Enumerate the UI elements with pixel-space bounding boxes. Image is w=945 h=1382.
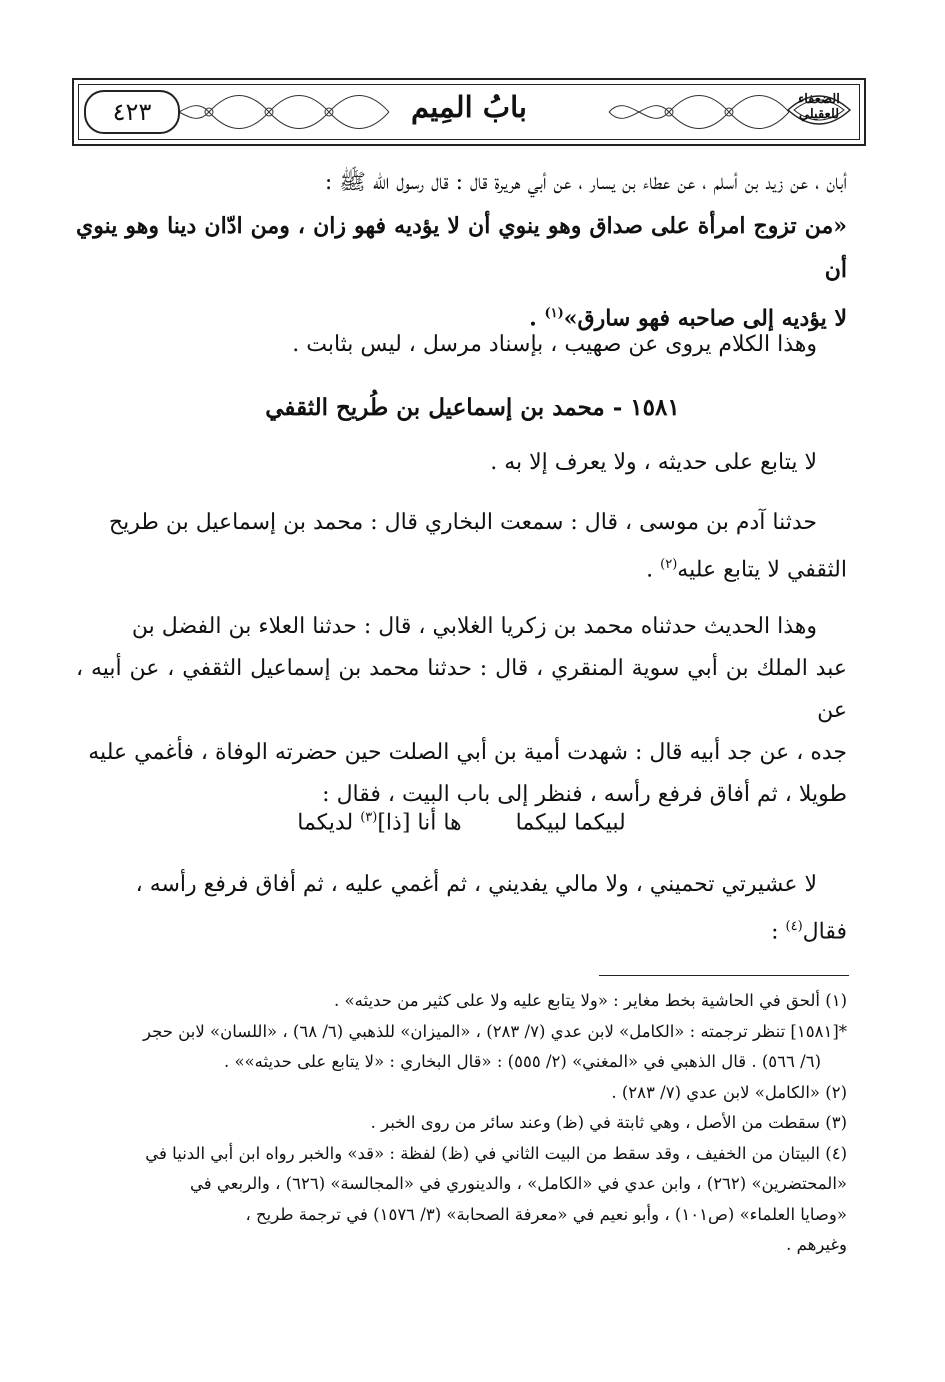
footnote: *[١٥٨١] تنظر ترجمته : «الكامل» لابن عدي (٧/ ٢٨٣) ، «الميزان» للذهبي (٦/ ٦٨) ، «اللسان» لابن حجر bbox=[142, 1021, 847, 1041]
paragraph-comment bbox=[76, 324, 847, 366]
text-span: . bbox=[646, 557, 661, 583]
text-line: حدثنا آدم بن موسى ، قال : سمعت البخاري قال : محمد بن إسماعيل بن طريح bbox=[108, 510, 817, 535]
footnote: «المحتضرين» (٢٦٢) ، وابن عدي في «الكامل» ، والدينوري في «المجالسة» (٦٢٦) ، والربعي في bbox=[189, 1174, 847, 1193]
paragraph-hadith bbox=[76, 162, 847, 340]
poem-hemistich: لديكما bbox=[297, 810, 354, 836]
text-line: جده ، عن جد أبيه قال : شهدت أمية بن أبي الصلت حين حضرته الوفاة ، فأغمي عليه bbox=[88, 740, 847, 765]
footnote-ref-3: (٣) bbox=[360, 810, 378, 825]
text-span: لا يؤديه إلى صاحبه فهو سارق» bbox=[563, 305, 847, 332]
footnotes bbox=[76, 986, 847, 1261]
text-line: طويلا ، ثم أفاق فرفع رأسه ، فنظر إلى باب البيت ، فقال : bbox=[322, 782, 847, 807]
text-line: لا عشيرتي تحميني ، ولا مالي يفديني ، ثم أغمي عليه ، ثم أفاق فرفع رأسه ، bbox=[135, 872, 817, 897]
paragraph-bukhari bbox=[76, 502, 847, 591]
text-span: فقال bbox=[802, 919, 847, 945]
poem-hemistich: لبيكما لبيكما bbox=[515, 810, 626, 836]
text-line: «من تزوج امرأة على صداق وهو ينوي أن لا يؤديه فهو زان ، ومن ادّان دينا وهو ينوي أن bbox=[76, 213, 847, 283]
poem-hemistich: ها أنا [ذا] bbox=[377, 810, 462, 836]
footnote: وغيرهم . bbox=[786, 1235, 847, 1254]
entry-heading: ١٥٨١ - محمد بن إسماعيل بن طُريح الثقفي bbox=[265, 394, 680, 421]
footnote: (٦/ ٥٦٦) . قال الذهبي في «المغني» (٢/ ٥٥٥) : «قال البخاري : «لا يتابع على حديثه»» . bbox=[223, 1052, 821, 1071]
paragraph-narration bbox=[76, 606, 847, 816]
footnote: (٤) البيتان من الخفيف ، وقد سقط من البيت الثاني في (ظ) لفظة : «قد» والخبر رواه ابن أبي الدنيا في bbox=[145, 1143, 847, 1163]
chapter-title: بابُ المِيم bbox=[410, 90, 527, 124]
text-span: الثقفي لا يتابع عليه bbox=[677, 557, 847, 583]
text-line: لا يتابع على حديثه ، ولا يعرف إلا به . bbox=[490, 450, 817, 475]
text-line: وهذا الكلام يروى عن صهيب ، بإسناد مرسل ، ليس بثابت . bbox=[292, 332, 817, 357]
footnote: (١) ألحق في الحاشية بخط مغاير : «ولا يتابع عليه ولا على كثير من حديثه» . bbox=[334, 991, 847, 1010]
footnote-ref-2: (٢) bbox=[660, 557, 678, 572]
page-number: ٤٢٣ bbox=[84, 90, 180, 134]
poem-verse bbox=[76, 810, 847, 835]
paragraph-entry-note bbox=[76, 442, 847, 484]
text-span: : bbox=[771, 919, 786, 945]
footnote: (٣) سقطت من الأصل ، وهي ثابتة في (ظ) وعند سائر من روى الخبر . bbox=[370, 1113, 847, 1132]
page-header bbox=[72, 78, 866, 146]
paragraph-continuation bbox=[76, 864, 847, 953]
footnote-ref-4: (٤) bbox=[785, 919, 803, 934]
text-line: وهذا الحديث حدثناه محمد بن زكريا الغلابي ، قال : حدثنا العلاء بن الفضل بن bbox=[131, 614, 817, 639]
book-emblem-text: الضعفاء للعقيلي bbox=[798, 92, 840, 122]
text-line: أبان ، عن زيد بن أسلم ، عن عطاء بن يسار ، عن أبي هريرة قال : قال رسول الله ﷺ : bbox=[324, 170, 847, 195]
text-line bbox=[76, 906, 847, 953]
footnote-ref-1: (١) bbox=[544, 306, 564, 321]
footnote-separator bbox=[599, 975, 849, 976]
text-line bbox=[76, 544, 847, 591]
text-span: . bbox=[529, 305, 545, 332]
footnote: «وصايا العلماء» (ص١٠١) ، وأبو نعيم في «معرفة الصحابة» (٣/ ١٥٧٦) في ترجمة طريح ، bbox=[245, 1204, 847, 1224]
footnote: (٢) «الكامل» لابن عدي (٧/ ٢٨٣) . bbox=[611, 1082, 847, 1102]
text-line: عبد الملك بن أبي سوية المنقري ، قال : حدثنا محمد بن إسماعيل الثقفي ، عن أبيه ، عن bbox=[76, 656, 847, 723]
